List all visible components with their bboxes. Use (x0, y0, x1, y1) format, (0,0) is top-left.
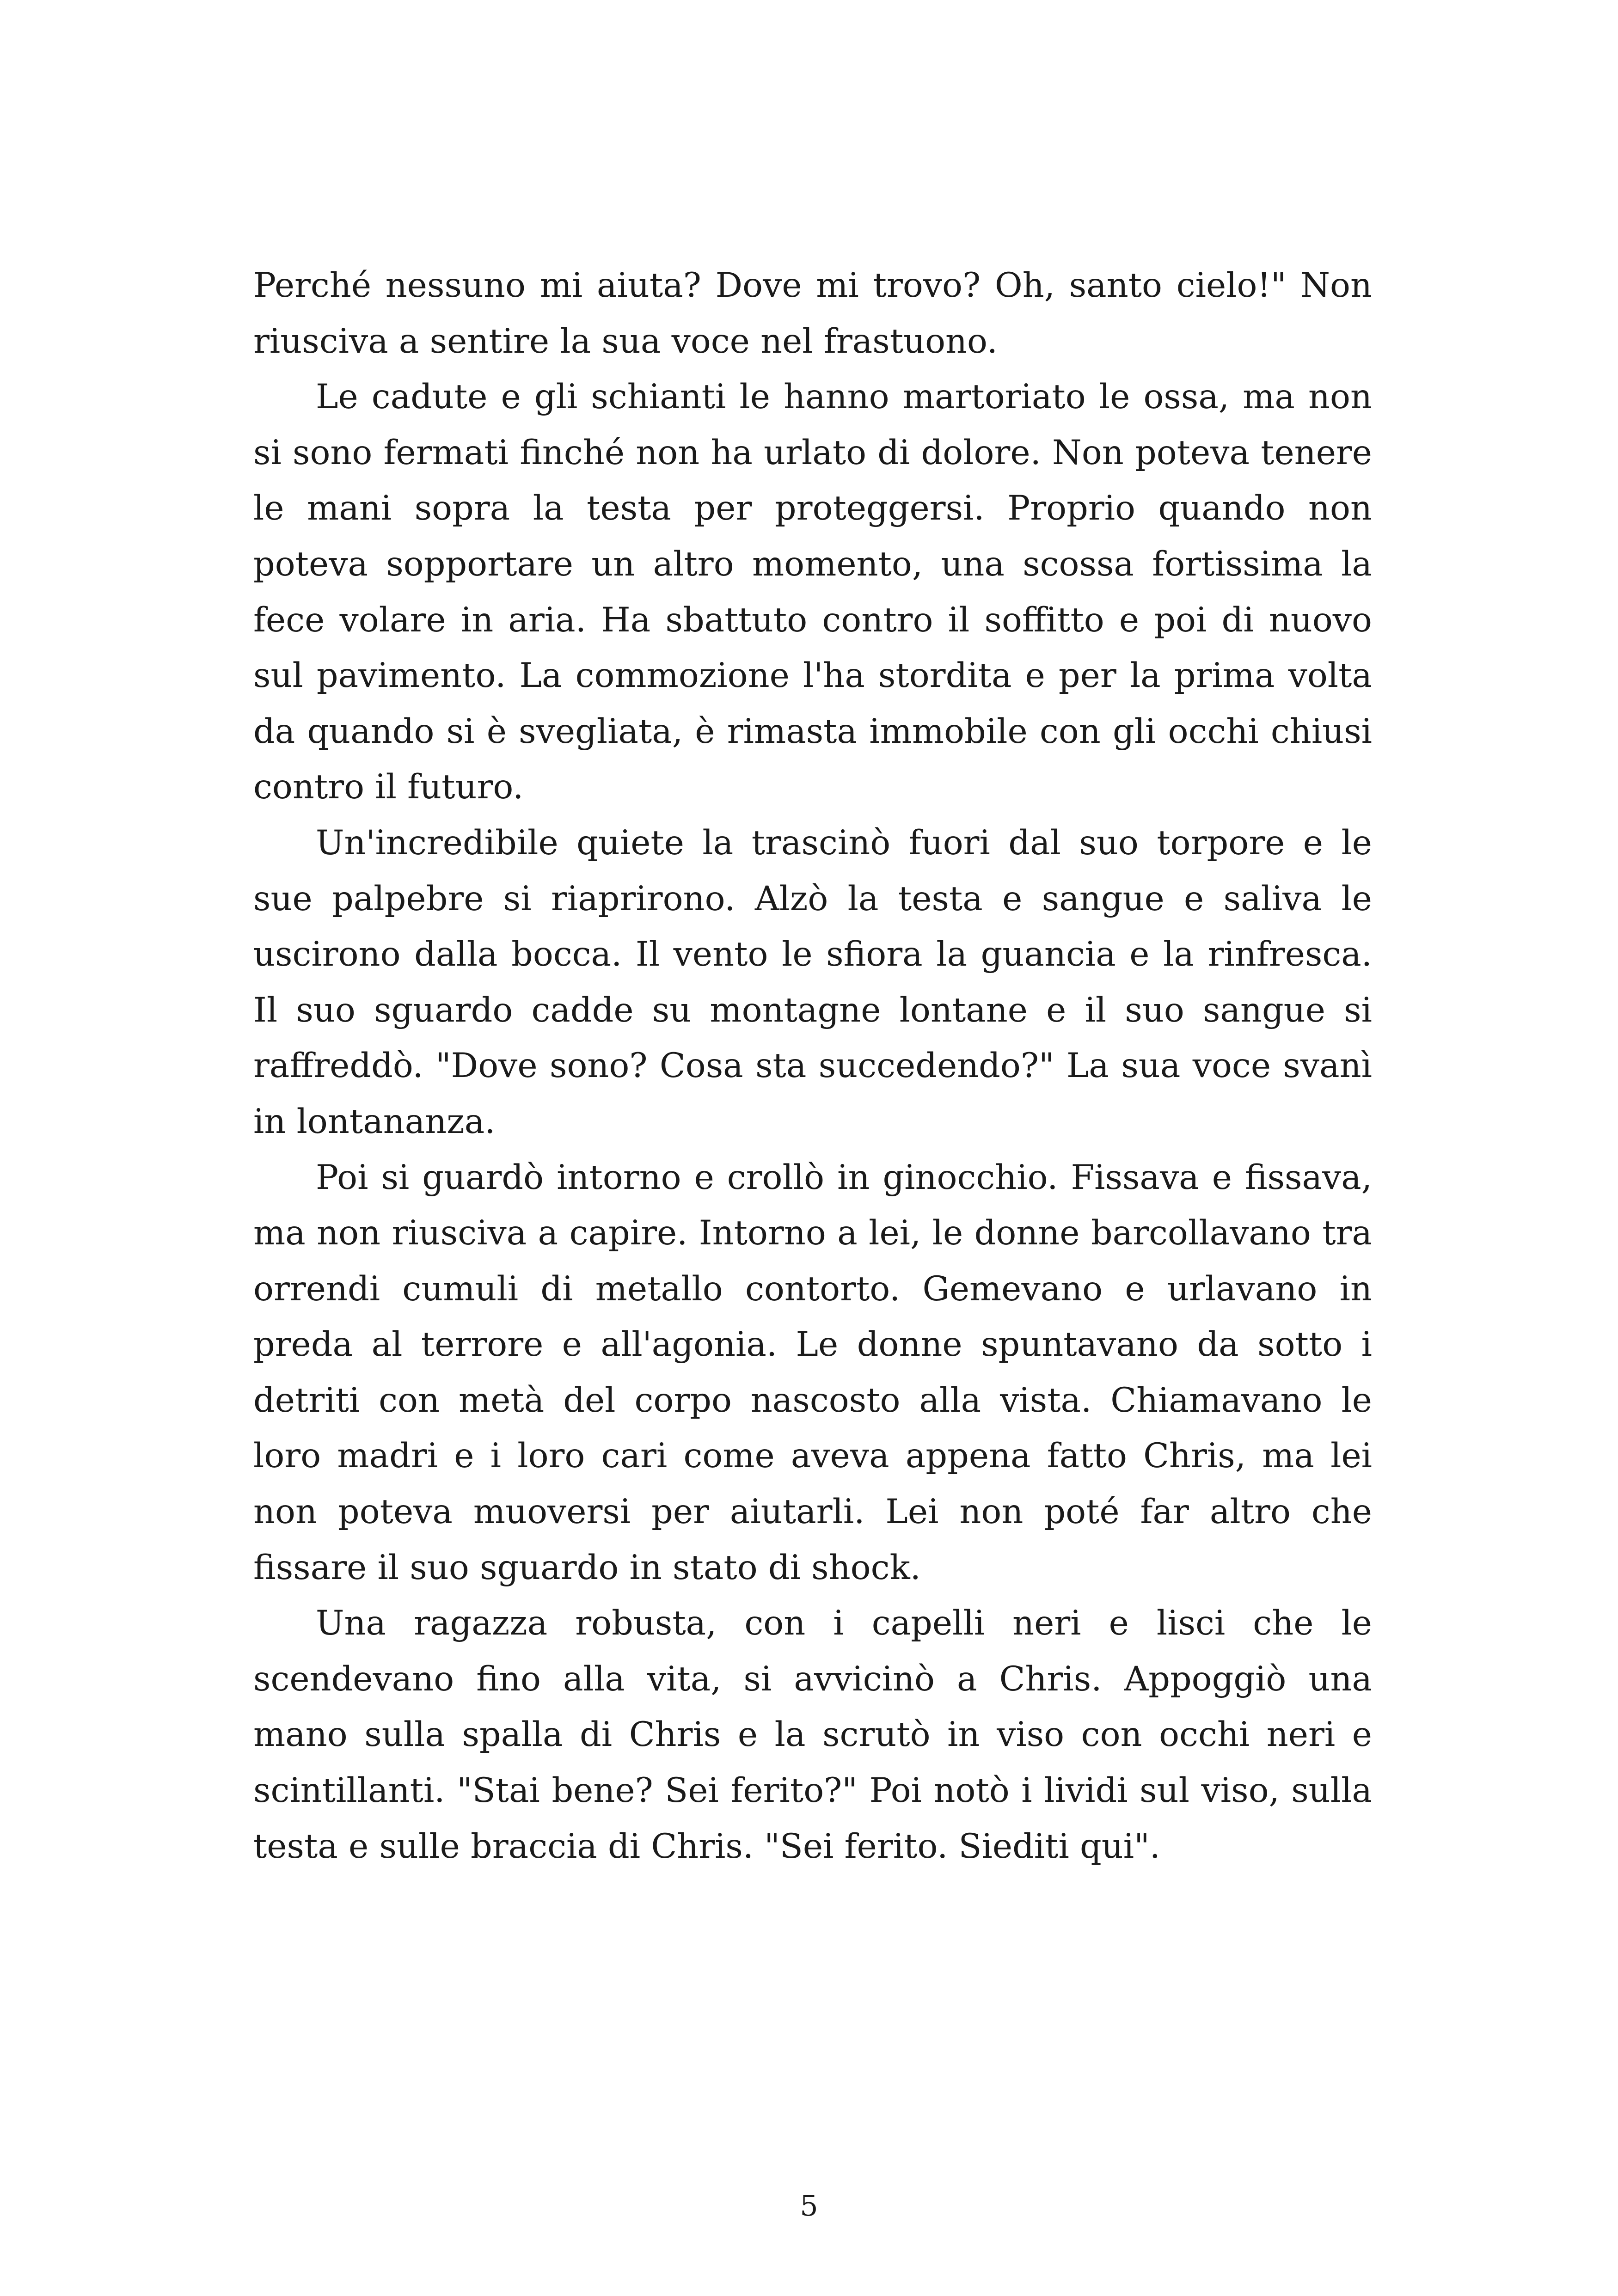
body-text (253, 258, 1372, 1874)
paragraph: Una ragazza robusta, con i capelli neri e lisci che le scendevano fino alla vita, si avvicinò a Chris. Appoggiò una mano sulla spalla di Chris e la scrutò in viso con occhi neri e scintillanti. "Stai bene? Sei ferito?" Poi notò i lividi sul viso, sulla testa e sulle braccia di Chris. "Sei ferito. Siediti qui". (253, 1604, 1372, 1866)
paragraph: Poi si guardò intorno e crollò in ginocchio. Fissava e fissava, ma non riusciva a capire. Intorno a lei, le donne barcollavano tra orrendi cumuli di metallo contorto. Gemevano e urlavano in preda al terrore e all'agonia. Le donne spuntavano da sotto i detriti con metà del corpo nascosto alla vista. Chiamavano le loro madri e i loro cari come aveva appena fatto Chris, ma lei non poteva muoversi per aiutarli. Lei non poté far altro che fissare il suo sguardo in stato di shock. (253, 1157, 1372, 1587)
paragraph: Un'incredibile quiete la trascinò fuori dal suo torpore e le sue palpebre si riaprirono. Alzò la testa e sangue e saliva le uscirono dalla bocca. Il vento le sfiora la guancia e la rinfresca. Il suo sguardo cadde su montagne lontane e il suo sangue si raffreddò. "Dove sono? Cosa sta succedendo?" La sua voce svanì in lontananza. (253, 823, 1372, 1141)
paragraph: Le cadute e gli schianti le hanno martoriato le ossa, ma non si sono fermati finché non ha urlato di dolore. Non poteva tenere le mani sopra la testa per proteggersi. Proprio quando non poteva sopportare un altro momento, una scossa fortissima la fece volare in aria. Ha sbattuto contro il soffitto e poi di nuovo sul pavimento. La commozione l'ha stordita e per la prima volta da quando si è svegliata, è rimasta immobile con gli occhi chiusi contro il futuro. (253, 377, 1372, 807)
page-number: 5 (800, 2189, 818, 2223)
paragraph-continuation: Perché nessuno mi aiuta? Dove mi trovo? Oh, santo cielo!" Non riusciva a sentire la sua voce nel frastuono. (253, 266, 1372, 361)
